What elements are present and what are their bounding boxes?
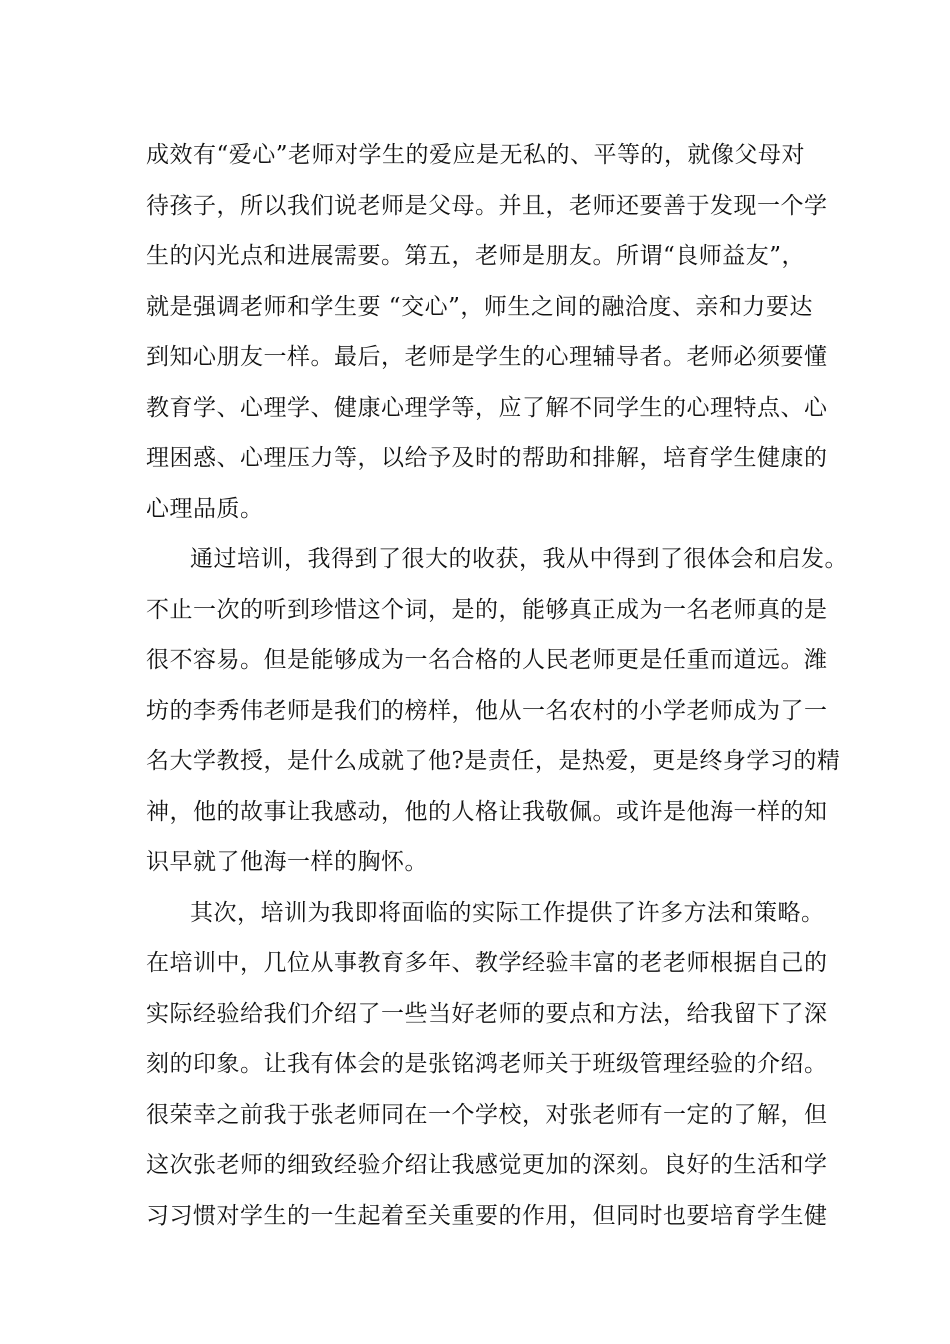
text-line: 教育学、心理学、健康心理学等，应了解不同学生的心理特点、心 — [146, 394, 828, 421]
text-line: 到知心朋友一样。最后，老师是学生的心理辅导者。老师必须要懂 — [146, 344, 828, 370]
text-line: 很荣幸之前我于张老师同在一个学校，对张老师有一定的了解，但 — [146, 1101, 828, 1128]
text-line: 实际经验给我们介绍了一些当好老师的要点和方法，给我留下了深 — [146, 1000, 828, 1027]
text-line: 其次，培训为我即将面临的实际工作提供了许多方法和策略。 — [190, 899, 825, 926]
text-line: 名大学教授，是什么成就了他?是责任，是热爱，更是终身学习的精 — [146, 748, 841, 774]
text-line: 习习惯对学生的一生起着至关重要的作用，但同时也要培育学生健 — [146, 1202, 828, 1229]
text-line: 成效有“爱心”老师对学生的爱应是无私的、平等的，就像父母对 — [146, 142, 806, 168]
text-line: 待孩子，所以我们说老师是父母。并且，老师还要善于发现一个学 — [146, 192, 828, 219]
text-line: 生的闪光点和进展需要。第五，老师是朋友。所谓“良师益友”， — [146, 243, 806, 269]
text-line: 坊的李秀伟老师是我们的榜样，他从一名农村的小学老师成为了一 — [146, 697, 828, 724]
text-line: 心理品质。 — [146, 495, 264, 522]
text-line: 就是强调老师和学生要 “交心”，师生之间的融洽度、亲和力要达 — [146, 293, 813, 320]
text-line: 不止一次的听到珍惜这个词，是的，能够真正成为一名老师真的是 — [146, 596, 828, 623]
text-line: 在培训中，几位从事教育多年、教学经验丰富的老老师根据自己的 — [146, 950, 828, 976]
text-line: 识早就了他海一样的胸怀。 — [146, 849, 428, 875]
text-line: 这次张老师的细致经验介绍让我感觉更加的深刻。良好的生活和学 — [146, 1152, 828, 1178]
body-text — [146, 130, 848, 1241]
paragraph — [146, 534, 848, 888]
text-line: 理困惑、心理压力等，以给予及时的帮助和排解，培育学生健康的 — [146, 445, 828, 471]
paragraph — [146, 130, 828, 534]
paragraph — [146, 888, 828, 1242]
text-line: 刻的印象。让我有体会的是张铭鸿老师关于班级管理经验的介绍。 — [146, 1051, 828, 1077]
text-line: 神，他的故事让我感动，他的人格让我敬佩。或许是他海一样的知 — [146, 798, 828, 825]
text-line: 通过培训，我得到了很大的收获，我从中得到了很体会和启发。 — [190, 546, 848, 572]
text-line: 很不容易。但是能够成为一名合格的人民老师更是任重而道远。潍 — [146, 647, 828, 673]
